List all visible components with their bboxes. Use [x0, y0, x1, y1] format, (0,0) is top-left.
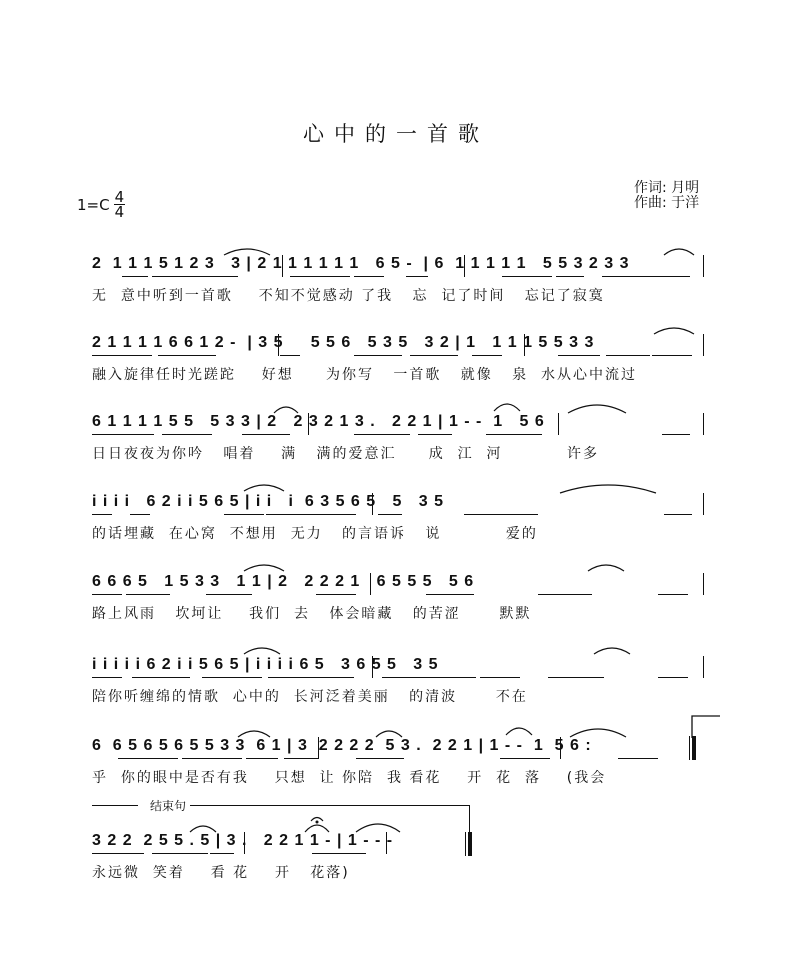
- final-barline-thick: [468, 832, 472, 856]
- coda-line-left: [92, 805, 138, 806]
- lyrics-line-8: 永远微 笑着 看 花 开 花落): [92, 865, 350, 881]
- notes-line-5: 6 6 6 5 1 5 3 3 1 1 | 2 2 2 2 1 6 5 5 5 5 6: [92, 573, 475, 590]
- coda-label: 结束句: [150, 799, 187, 813]
- notes-line-7: 6 6 5 6 5 6 5 5 3 3 6 1 | 3 2 2 2 2 5 3 . 2 2 1 | 1 - - 1 5 6 :: [92, 737, 592, 754]
- credits: [634, 181, 699, 211]
- score-line-4: [92, 493, 704, 549]
- score-line-6: [92, 656, 704, 712]
- notes-line-6: i i i i i 6 2 i i 5 6 5 | i i i i 6 5 3 6 5 5 3 5: [92, 656, 439, 673]
- lyrics-line-3: 日日夜夜为你吟 唱着 满 满的爱意汇 成 江 河 许多: [92, 446, 600, 462]
- score-line-1: [92, 255, 704, 311]
- lyricist: 作词: 月明: [634, 180, 700, 196]
- score-line-8: [92, 832, 482, 888]
- coda-line-right: [190, 805, 470, 806]
- final-barline-thin: [465, 832, 466, 856]
- notes-line-1: 2 1 1 1 5 1 2 3 3 | 2 1 1 1 1 1 1 6 5 - | 6 1 1 1 1 1 5 5 3 2 3 3: [92, 255, 630, 272]
- notes-line-8: 3 2 2 2 5 5 . 5 | 3 . 2 2 1 1 - | 1 - - -: [92, 832, 394, 849]
- time-signature-bottom: 4: [114, 203, 125, 221]
- notes-line-2: 2 1 1 1 1 6 6 1 2 - | 3 5 5 5 6 5 3 5 3 2 | 1 1 1 1 5 5 3 3: [92, 334, 595, 351]
- lyrics-line-1: 无 意中听到一首歌 不知不觉感动 了我 忘 记了时间 忘记了寂寞: [92, 288, 605, 304]
- score-line-7: [92, 737, 704, 793]
- lyrics-line-6: 陪你听缠绵的情歌 心中的 长河泛着美丽 的清波 不在: [92, 689, 528, 705]
- score-line-3: [92, 413, 704, 469]
- key-time-signature: [77, 190, 125, 219]
- key-signature: 1=C: [77, 195, 110, 214]
- time-signature: [114, 190, 126, 219]
- composer: 作曲: 于洋: [634, 195, 700, 211]
- lyrics-line-2: 融入旋律任时光蹉跎 好想 为你写 一首歌 就像 泉 水从心中流过: [92, 367, 638, 383]
- song-title: 心中的一首歌: [303, 122, 489, 146]
- score-line-5: [92, 573, 704, 629]
- lyrics-line-7: 乎 你的眼中是否有我 只想 让 你陪 我 看花 开 花 落 (我会: [92, 770, 607, 786]
- repeat-barline-thick: [692, 736, 696, 760]
- notes-line-3: 6 1 1 1 1 5 5 5 3 3 | 2 2 3 2 1 3 . 2 2 1 | 1 - - 1 5 6: [92, 413, 545, 430]
- coda-bracket: [469, 805, 470, 833]
- repeat-barline-thin: [689, 736, 690, 760]
- lyrics-line-5: 路上风雨 坎坷让 我们 去 体会暗藏 的苦涩 默默: [92, 606, 532, 622]
- time-signature-top: 4: [114, 188, 125, 206]
- volta-bracket: [690, 714, 722, 738]
- score-line-2: [92, 334, 704, 390]
- lyrics-line-4: 的话埋藏 在心窝 不想用 无力 的言语诉 说 爱的: [92, 526, 538, 542]
- notes-line-4: i i i i 6 2 i i 5 6 5 | i i i 6 3 5 6 5 5 3 5: [92, 493, 444, 510]
